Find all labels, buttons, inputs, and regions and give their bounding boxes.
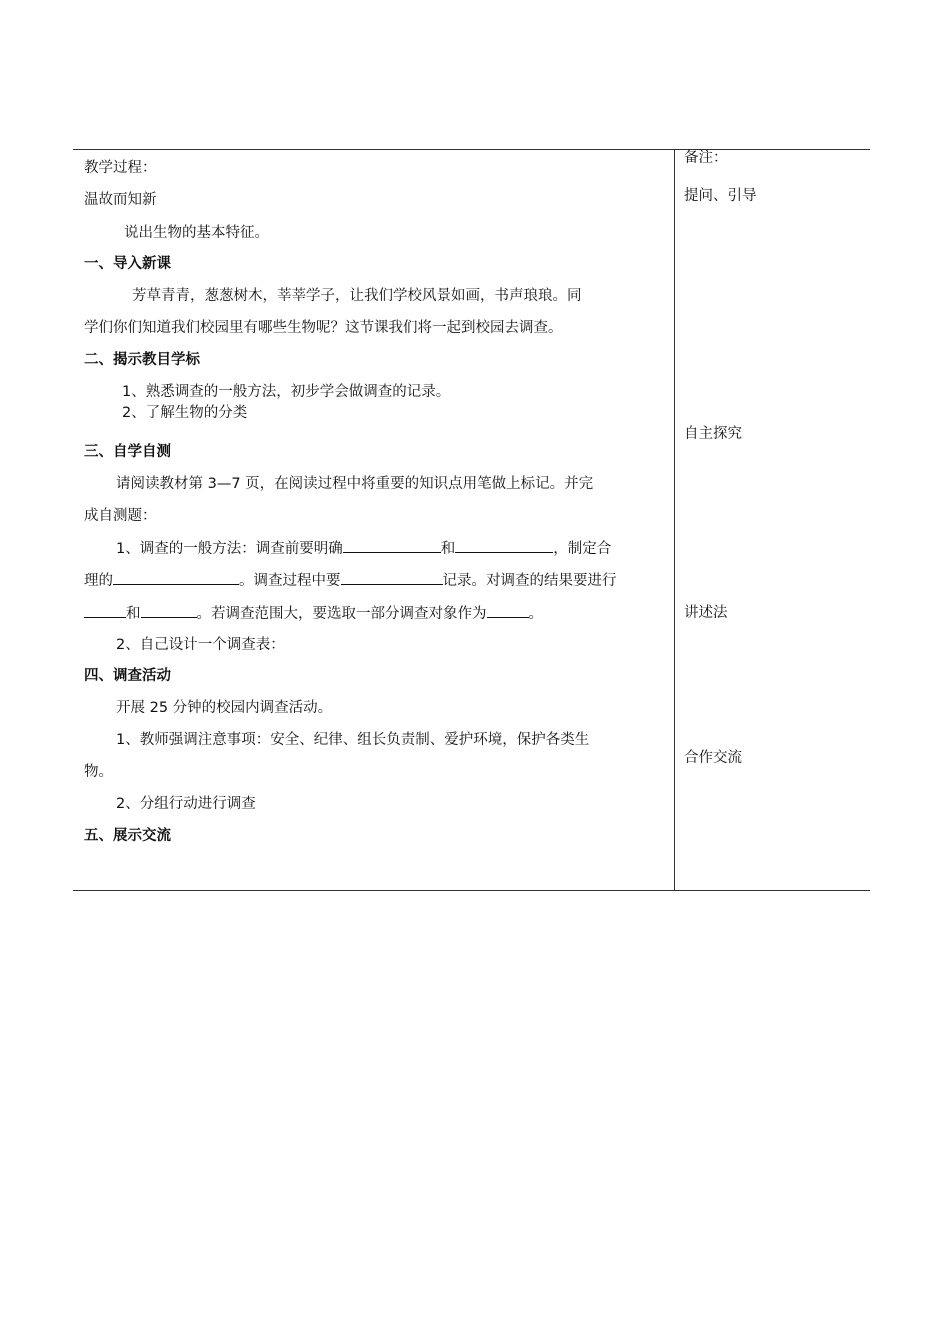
fill-blank[interactable] [455, 538, 553, 553]
section-1-title: 一、导入新课 [84, 256, 171, 272]
objective-2: 2、了解生物的分类 [122, 405, 248, 421]
fill-text-2b: 。调查过程中要 [239, 573, 341, 589]
survey-table-task: 2、自己设计一个调查表： [116, 637, 285, 653]
section-4-title: 四、调查活动 [84, 668, 171, 684]
table-bottom-border [73, 890, 870, 891]
fill-text-1b: 和 [440, 541, 456, 557]
activity-item-1-line-2: 物。 [84, 764, 113, 780]
fill-text-2a: 理的 [84, 573, 113, 589]
section-1-para-line-2: 学们你们知道我们校园里有哪些生物呢？这节课我们将一起到校园去调查。 [84, 320, 563, 336]
fill-text-3a: 和 [126, 606, 141, 622]
notes-label: 备注： [684, 150, 728, 166]
fill-question-line-1 [116, 538, 611, 559]
fill-text-1c: ，制定合 [553, 541, 612, 557]
table-top-border [73, 149, 870, 150]
fill-blank[interactable] [343, 538, 441, 553]
section-1-para-line-1: 芳草青青，葱葱树木，莘莘学子，让我们学校风景如画，书声琅琅。同 [132, 288, 582, 304]
section-3-title: 三、自学自测 [84, 444, 171, 460]
note-questioning: 提问、引导 [684, 188, 757, 204]
fill-blank[interactable] [341, 570, 443, 585]
fill-text-3c: 。 [528, 606, 543, 622]
fill-question-line-2 [84, 570, 617, 591]
activity-item-2: 2、分组行动进行调查 [116, 796, 256, 812]
fill-text-3b: 。若调查范围大，要选取一部分调查对象作为 [196, 606, 487, 622]
fill-blank[interactable] [487, 603, 529, 618]
review-question: 说出生物的基本特征。 [124, 225, 269, 241]
note-self-study: 自主探究 [684, 426, 742, 442]
section-2-title: 二、揭示教目学标 [84, 352, 200, 368]
activity-intro: 开展 25 分钟的校园内调查活动。 [116, 700, 333, 716]
section-3-para-line-1: 请阅读教材第 3—7 页，在阅读过程中将重要的知识点用笔做上标记。并完 [116, 476, 594, 492]
note-lecture: 讲述法 [684, 605, 728, 621]
fill-text-1a: 1、调查的一般方法：调查前要明确 [116, 541, 343, 557]
fill-blank[interactable] [84, 603, 126, 618]
lesson-table [73, 149, 870, 891]
fill-blank[interactable] [113, 570, 239, 585]
fill-text-2c: 记录。对调查的结果要进行 [442, 573, 617, 589]
column-divider [674, 149, 675, 891]
fill-question-line-3 [84, 603, 543, 624]
note-cooperation: 合作交流 [684, 750, 742, 766]
review-heading: 温故而知新 [84, 192, 157, 208]
objective-1: 1、熟悉调查的一般方法，初步学会做调查的记录。 [122, 384, 451, 400]
section-3-para-line-2: 成自测题： [84, 508, 157, 524]
section-5-title: 五、展示交流 [84, 828, 171, 844]
fill-blank[interactable] [141, 603, 197, 618]
activity-item-1-line-1: 1、教师强调注意事项：安全、纪律、组长负责制、爱护环境，保护各类生 [116, 732, 590, 748]
process-title: 教学过程： [84, 160, 157, 176]
